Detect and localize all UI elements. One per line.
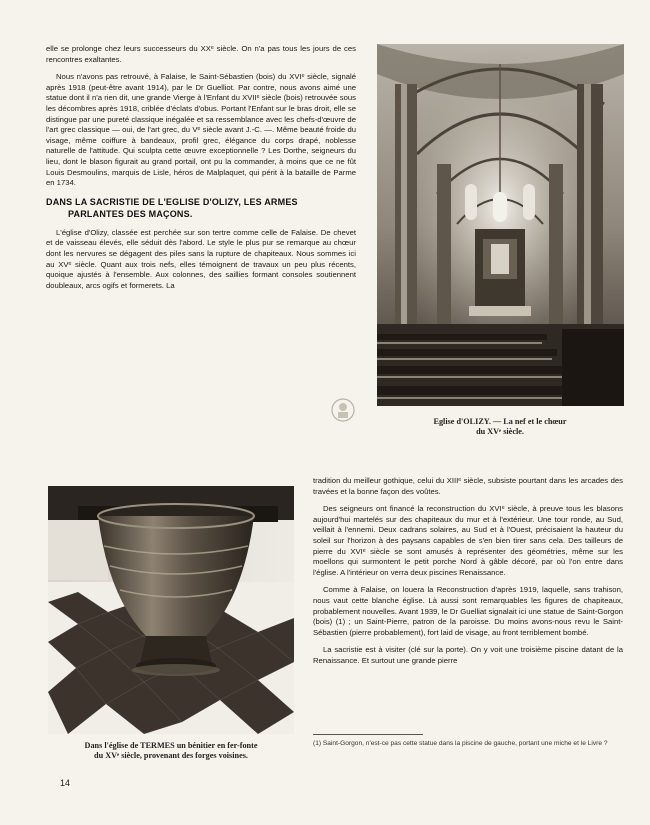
paragraph: Des seigneurs ont financé la reconstruction du XVIᵉ siècle, à preuve tous les blasons aujourd'hui martelés sur des chapiteaux du mur et à l'extérieur. Une tour ronde, au Sud, veillait à l'ennemi. Deux cadrans solaires, au Sud et à l'Ouest, précisaient la hauteur du soleil sur l'horizon à des paysans capables de s'en bien tirer sans cela. Des tailleurs de pierre du XVIᵉ siècle se sont amusés à représenter des géométries, même sur les moellons qui surmontent le petit porche Nord à gâble décoré, par où l'on entre dans l'église. A l'intérieur on verra deux piscines Renaissance.: [313, 504, 623, 577]
heading-line: PARLANTES DES MAÇONS.: [68, 208, 193, 219]
paragraph: L'église d'Olizy, classée est perchée sur son tertre comme celle de Falaise. De chevet et de vaisseau élevés, elle séduit dès l'abord. Le style le plus pur se remarque au chœur dont les nervures se dégagent des piles sans la rupture de chapiteaux. Nous sommes ici au XVᵉ siècle. Quant aux trois nefs, elles témoignent de travaux un peu plus récents, quoique ajustés à l'ensemble. Aux colonnes, des saillies formant consoles soutiennent doubleaux, arcs ogifs et formerets. La: [46, 227, 356, 290]
footnote-text: (1) Saint-Gorgon, n'est-ce pas cette statue dans la piscine de gauche, portant une miche et le Livre ?: [313, 740, 608, 747]
paragraph: La sacristie est à visiter (clé sur la porte). On y voit une troisième piscine datant de la Renaissance. Et surtout une grande pierre: [313, 645, 623, 665]
library-stamp: [330, 396, 356, 424]
nave-photo-caption: [400, 417, 600, 437]
paragraph: Comme à Falaise, on louera la Reconstruction d'après 1919, laquelle, sans trahison, nous vaut cette blanche église. Là aussi sont remarquables les figures de chapiteaux, probablement nouvelles. Avant 1939, le Dr Guelliat signalait ici une statue de Saint-Gorgon (bois) (1) ; un Saint-Pierre, patron de la paroisse. Du moins avons-nous revu le Saint-Sébastien (pierre probablement), fort laid de visage, au front terriblement bombé.: [313, 585, 623, 637]
footnote: [313, 734, 623, 748]
paragraph: tradition du meilleur gothique, celui du XIIIᵉ siècle, subsiste pourtant dans les arcades des travées et la bonne façon des voûtes.: [313, 476, 623, 496]
caption-line: du XVᵉ siècle.: [476, 427, 524, 436]
left-text-column: [46, 44, 356, 298]
caption-line: Eglise d'OLIZY. — La nef et le chœur: [433, 417, 567, 426]
caption-line: du XVᵉ siècle, provenant des forges voisines.: [94, 751, 248, 760]
section-heading: [46, 196, 356, 220]
paragraph: elle se prolonge chez leurs successeurs du XXᵉ siècle. On n'a pas tous les jours de ces rencontres exaltantes.: [46, 44, 356, 64]
page-number: 14: [60, 778, 71, 788]
heading-line: DANS LA SACRISTIE DE L'EGLISE D'OLIZY, LES ARMES: [46, 196, 298, 207]
font-photo-caption: [48, 741, 294, 761]
paragraph: Nous n'avons pas retrouvé, à Falaise, le Saint-Sébastien (bois) du XVIᵉ siècle, signalé après 1918 (peut-être avant 1914), par le Dr Guelliot. Par contre, nous avons aimé une statue dont il n'a rien dit, une grande Vierge à l'Enfant du XVIIᵉ siècle (bois) retrouvée sous les décombres après 1918, criblée d'éclats d'obus. Portant l'Enfant sur le bras droit, elle se distingue par une pureté classique inégalée et sa ressemblance avec les chefs-d'œuvre de l'art grec classique — oui, de l'art grec, du Vᵉ siècle avant J.-C. —. Même beauté froide du visage, même coiffure à bandeaux, profil grec, élégance du corps drapé, noblesse naturelle de l'attitude. Qui sculpta cette œuvre exceptionnelle ? Les Dorthe, seigneurs du lieu, dont le blason figurait au grand portail, ont pu la commander, à moins que ce ne fût Louis Desmoulins, marquis de Lisle, héros de Malplaquet, qui périt à la bataille de Parme en 1734.: [46, 72, 356, 188]
footnote-rule: [313, 734, 423, 735]
right-text-column: [313, 476, 623, 674]
iron-font-photo: [48, 486, 294, 734]
caption-line: Dans l'église de TERMES un bénitier en fer-fonte: [84, 741, 258, 750]
church-nave-photo: [377, 44, 624, 406]
